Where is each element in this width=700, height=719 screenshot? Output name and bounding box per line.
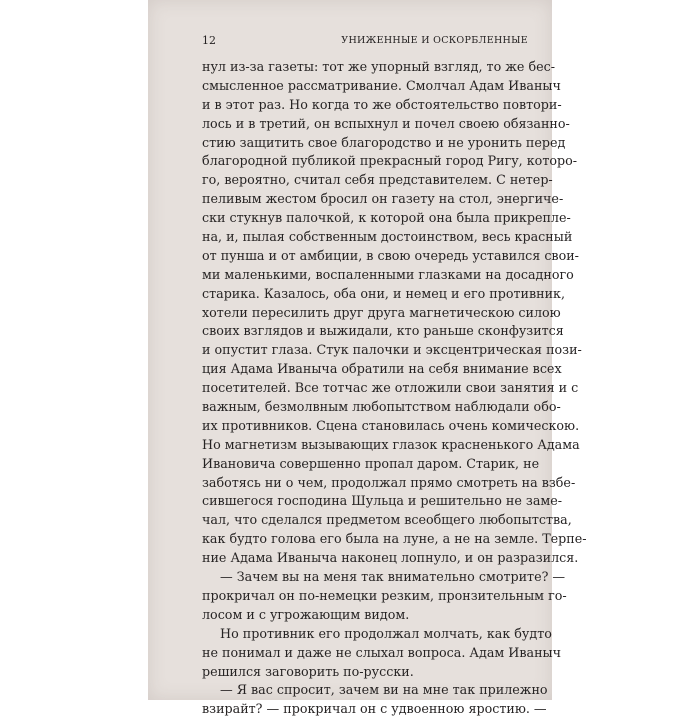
text-line: и в этот раз. Но когда то же обстоятельство повтори- <box>202 96 562 112</box>
text-line: — Зачем вы на меня так внимательно смотрите? — <box>220 569 566 585</box>
text-line: прокричал он по-немецки резким, пронзительным го- <box>202 587 567 603</box>
text-line: взирайт? — прокричал он с удвоенною яростию. — <box>202 701 547 717</box>
text-line: чал, что сделался предметом всеобщего любопытства, <box>202 512 572 528</box>
text-line: — Я вас спросит, зачем ви на мне так прилежно <box>220 682 548 698</box>
text-line: ние Адама Иваныча наконец лопнуло, и он разразился. <box>202 550 579 566</box>
text-line: заботясь ни о чем, продолжал прямо смотреть на взбе- <box>202 474 576 490</box>
page-header <box>202 33 528 49</box>
text-line: важным, безмолвным любопытством наблюдали обо- <box>202 399 561 415</box>
text-line: сившегося господина Шульца и решительно не заме- <box>202 493 563 509</box>
body-text <box>202 58 587 719</box>
text-line: своих взглядов и выжидали, кто раньше сконфузится <box>202 323 564 339</box>
text-line: не понимал и даже не слыхал вопроса. Адам Иваныч <box>202 644 562 660</box>
text-line: их противников. Сцена становилась очень комическою. <box>202 417 580 433</box>
text-line: от пунша и от амбиции, в свою очередь уставился свои- <box>202 247 579 263</box>
text-line: стию защитить свое благородство и не уронить перед <box>202 134 566 150</box>
page-number: 12 <box>202 34 216 47</box>
text-line: Но противник его продолжал молчать, как будто <box>220 625 552 641</box>
book-page <box>148 0 587 717</box>
text-line: посетителей. Все тотчас же отложили свои занятия и с <box>202 380 579 396</box>
text-line: лось и в третий, он вспыхнул и почел своею обязанно- <box>202 115 570 131</box>
text-line: решился заговорить по-русски. <box>202 663 414 679</box>
text-line: благородной публикой прекрасный город Ригу, которо- <box>202 153 578 169</box>
text-line: лосом и с угрожающим видом. <box>202 606 410 622</box>
text-line: Ивановича совершенно пропал даром. Старик, не <box>202 455 540 471</box>
text-line: Но магнетизм вызывающих глазок красненького Адама <box>202 436 580 452</box>
text-line: хотели пересилить друг друга магнетическою силою <box>202 304 561 320</box>
text-line: старика. Казалось, оба они, и немец и его противник, <box>202 285 566 301</box>
text-line: ция Адама Иваныча обратили на себя внимание всех <box>202 361 562 377</box>
text-line: на, и, пылая собственным достоинством, весь красный <box>202 229 573 245</box>
text-line: как будто голова его была на луне, а не на земле. Терпе- <box>202 531 587 547</box>
text-line: пеливым жестом бросил он газету на стол, энергиче- <box>202 191 564 207</box>
running-title: УНИЖЕННЫЕ И ОСКОРБЛЕННЫЕ <box>341 35 528 46</box>
text-line: и опустит глаза. Стук палочки и эксцентрическая пози- <box>202 342 582 358</box>
text-line: нул из-за газеты: тот же упорный взгляд, то же бес- <box>202 59 556 74</box>
text-line: смысленное рассматривание. Смолчал Адам Иваныч <box>202 77 561 93</box>
text-line: ски стукнув палочкой, к которой она была прикрепле- <box>202 210 571 226</box>
text-line: ми маленькими, воспаленными глазками на досадного <box>202 266 574 282</box>
text-line: го, вероятно, считал себя представителем. С нетер- <box>202 172 553 188</box>
